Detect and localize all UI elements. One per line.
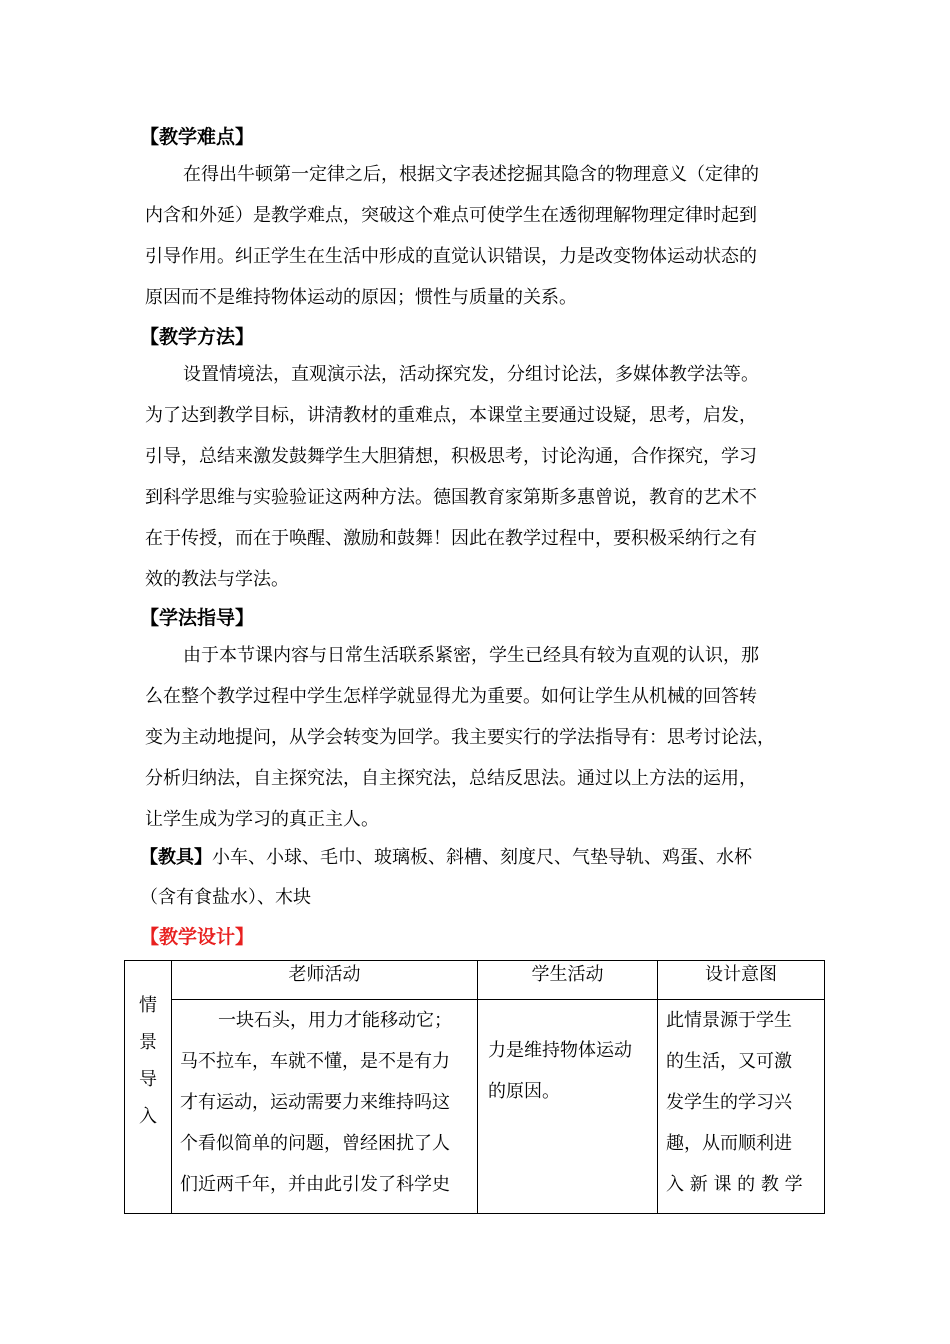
section-label-char: 景 xyxy=(139,1032,157,1053)
method-line: 到科学思维与实验验证这两种方法。德国教育家第斯多惠曾说，教育的艺术不 xyxy=(145,487,757,508)
design-table xyxy=(124,960,825,1214)
guidance-line: 分析归纳法，自主探究法，自主探究法，总结反思法。通过以上方法的运用， xyxy=(145,768,757,789)
student-line: 的原因。 xyxy=(488,1081,560,1102)
column-header-teacher: 老师活动 xyxy=(172,961,478,1000)
difficulty-heading: 【教学难点】 xyxy=(140,126,255,148)
design-intent-cell xyxy=(658,1000,825,1214)
tools-label: 【教具】 xyxy=(140,847,212,868)
column-header-student: 学生活动 xyxy=(478,961,658,1000)
method-line: 为了达到教学目标，讲清教材的重难点，本课堂主要通过设疑，思考，启发， xyxy=(145,405,757,426)
guidance-line: 变为主动地提问，从学会转变为回学。我主要实行的学法指导有：思考讨论法， xyxy=(145,727,775,748)
method-line: 设置情境法，直观演示法，活动探究发，分组讨论法，多媒体教学法等。 xyxy=(183,364,759,385)
intent-line: 入 新 课 的 教 学 xyxy=(666,1174,803,1195)
guidance-line: 让学生成为学习的真正主人。 xyxy=(145,809,379,830)
tools-list: 小车、小球、毛巾、玻璃板、斜槽、刻度尺、气垫导轨、鸡蛋、水杯 xyxy=(212,847,752,868)
section-label-char: 入 xyxy=(139,1106,157,1127)
method-line: 在于传授，而在于唤醒、激励和鼓舞！因此在教学过程中，要积极采纳行之有 xyxy=(145,528,757,549)
student-activity-cell xyxy=(478,1000,658,1214)
intent-line: 发学生的学习兴 xyxy=(666,1092,792,1113)
intent-line: 的生活，又可激 xyxy=(666,1051,792,1072)
difficulty-line: 在得出牛顿第一定律之后，根据文字表述挖掘其隐含的物理意义（定律的 xyxy=(183,164,759,185)
guidance-line: 么在整个教学过程中学生怎样学就显得尤为重要。如何让学生从机械的回答转 xyxy=(145,686,757,707)
teacher-line: 才有运动，运动需要力来维持吗这 xyxy=(180,1092,450,1113)
section-label-char: 情 xyxy=(139,995,157,1016)
method-heading: 【教学方法】 xyxy=(140,326,255,348)
intent-line: 此情景源于学生 xyxy=(666,1010,792,1031)
method-line: 效的教法与学法。 xyxy=(145,569,289,590)
column-header-intent: 设计意图 xyxy=(658,961,825,1000)
student-line: 力是维持物体运动 xyxy=(488,1040,632,1061)
teacher-activity-cell xyxy=(172,1000,478,1214)
section-label-cell xyxy=(125,961,172,1214)
teacher-line: 个看似简单的问题，曾经困扰了人 xyxy=(180,1133,450,1154)
guidance-heading: 【学法指导】 xyxy=(140,607,255,629)
design-heading: 【教学设计】 xyxy=(140,926,255,948)
teacher-line: 们近两千年，并由此引发了科学史 xyxy=(180,1174,450,1195)
method-line: 引导，总结来激发鼓舞学生大胆猜想，积极思考，讨论沟通，合作探究，学习 xyxy=(145,446,757,467)
teacher-line: 马不拉车，车就不懂，是不是有力 xyxy=(180,1051,450,1072)
teacher-line: 一块石头，用力才能移动它； xyxy=(218,1010,452,1031)
difficulty-line: 内含和外延）是教学难点，突破这个难点可使学生在透彻理解物理定律时起到 xyxy=(145,205,757,226)
tools-line xyxy=(140,846,752,870)
tools-line-2: （含有食盐水）、木块 xyxy=(140,887,311,908)
intent-line: 趣，从而顺利进 xyxy=(666,1133,792,1154)
guidance-line: 由于本节课内容与日常生活联系紧密，学生已经具有较为直观的认识，那 xyxy=(183,645,759,666)
difficulty-line: 原因而不是维持物体运动的原因；惯性与质量的关系。 xyxy=(145,287,577,308)
section-label-char: 导 xyxy=(139,1069,157,1090)
difficulty-line: 引导作用。纠正学生在生活中形成的直觉认识错误，力是改变物体运动状态的 xyxy=(145,246,757,267)
